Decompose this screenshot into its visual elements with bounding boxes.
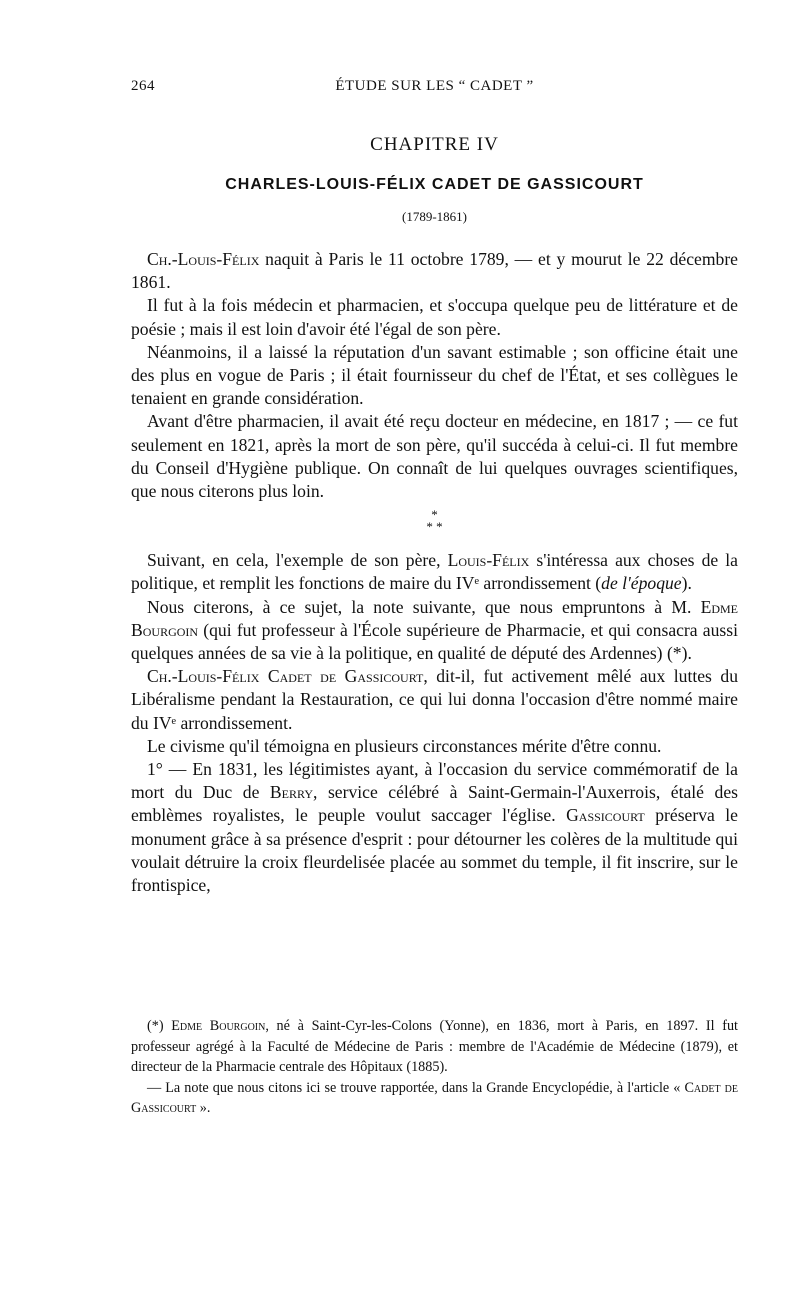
paragraph-text: s'intéressa aux choses de la politique, et remplit les fonctions de maire du IVᵉ arrondissement ( bbox=[131, 550, 738, 594]
footnote-text: — La note que nous citons ici se trouve rapportée, dans la Grande Encyclopédie, à l'article « bbox=[147, 1079, 685, 1096]
footnote-marker: (*) bbox=[147, 1018, 172, 1034]
paragraph-text: naquit à Paris le 11 octobre 1789, — et y mourut le 22 décembre 1861. bbox=[131, 249, 738, 293]
separator-bottom-stars: * * bbox=[426, 519, 443, 535]
separator-top-star: * bbox=[431, 507, 438, 523]
running-header bbox=[131, 78, 738, 100]
paragraph-text: , service célébré à Saint-Germain-l'Auxerrois, étalé des emblèmes royalistes, le peuple voulut saccager l'église. bbox=[131, 782, 738, 826]
footnote-paragraph-1 bbox=[131, 1016, 738, 1078]
person-name: Louis-Félix bbox=[447, 550, 530, 571]
person-name: Gassicourt bbox=[566, 805, 645, 826]
paragraph-text: Suivant, en cela, l'exemple de son père, bbox=[147, 550, 448, 571]
footnote-paragraph-2 bbox=[131, 1078, 738, 1119]
body-text bbox=[131, 248, 738, 897]
chapter-dates: (1789-1861) bbox=[402, 209, 467, 224]
article-name: Cadet de Gassicourt bbox=[131, 1079, 738, 1117]
person-name: Berry bbox=[269, 782, 313, 803]
footnote-text: ». bbox=[196, 1100, 211, 1117]
paragraph-text: Nous citerons, à ce sujet, la note suivante, que nous empruntons à M. bbox=[147, 596, 701, 617]
section-separator bbox=[131, 509, 738, 533]
chapter-subject: CHARLES-LOUIS-FÉLIX CADET DE GASSICOURT bbox=[225, 176, 644, 193]
paragraph-text: préserva le monument grâce à sa présence d'esprit : pour détourner les colères de la multitude qui voulait détruire la croix fleurdelisée placée au sommet du temple, il fit inscrire, sur le frontispice, bbox=[131, 805, 738, 896]
paragraph-4: Avant d'être pharmacien, il avait été reçu docteur en médecine, en 1817 ; — ce fut seulement en 1821, après la mort de son père, qu'il succéda à celui-ci. Il fut membre du Conseil d'Hygiène publique. On connaît de lui quelques ouvrages scientifiques, que nous citerons plus loin. bbox=[131, 411, 738, 502]
paragraph-6 bbox=[131, 596, 738, 666]
italic-text: de l'époque bbox=[601, 573, 682, 594]
paragraph-text: (qui fut professeur à l'École supérieure de Pharmacie, et qui consacra aussi quelques années de sa vie à la politique, en qualité de député des Ardennes) (*). bbox=[131, 619, 738, 664]
paragraph-9 bbox=[131, 758, 738, 897]
person-name: Ch.-Louis-Félix bbox=[147, 249, 260, 269]
paragraph-2: Il fut à la fois médecin et pharmacien, et s'occupa quelque peu de littérature et de poésie ; mais il est loin d'avoir été l'égal de son père. bbox=[131, 295, 738, 339]
paragraph-1 bbox=[131, 248, 738, 294]
page-number: 264 bbox=[131, 78, 155, 94]
chapter-number: CHAPITRE IV bbox=[370, 134, 499, 155]
running-title: ÉTUDE SUR LES “ CADET ” bbox=[335, 78, 534, 94]
paragraph-5 bbox=[131, 549, 738, 595]
paragraph-text: ). bbox=[681, 573, 692, 594]
person-name: Cadet de Gassicourt bbox=[267, 666, 424, 687]
paragraph-3: Néanmoins, il a laissé la réputation d'un savant estimable ; son officine était une des plus en vogue de Paris ; il était fournisseur du chef de l'État, et ses collègues le tenaient en grande considération. bbox=[131, 341, 738, 409]
footnote bbox=[131, 1016, 738, 1119]
paragraph-7 bbox=[131, 665, 738, 735]
paragraph-text: 1° — En 1831, les légitimistes ayant, à l'occasion du service commémoratif de la mort du Duc de bbox=[131, 759, 738, 803]
person-name: Ch.-Louis-Félix bbox=[147, 666, 260, 687]
footnote-text: , né à Saint-Cyr-les-Colons (Yonne), en 1836, mort à Paris, en 1897. Il fut professeur agrégé à la Faculté de Médecine de Paris : membre de l'Académie de Médecine (1879), et directeur de la Pharmacie centrale des Hôpitaux (1885). bbox=[131, 1018, 738, 1076]
paragraph-8: Le civisme qu'il témoigna en plusieurs circonstances mérite d'être connu. bbox=[147, 735, 662, 756]
person-name: Edme Bourgoin bbox=[131, 596, 738, 640]
paragraph-text: , dit-il, fut activement mêlé aux luttes du Libéralisme pendant la Restauration, ce qui lui donna l'occasion d'être nommé maire du IVᵉ arrondissement. bbox=[131, 666, 739, 733]
person-name: Edme Bourgoin bbox=[171, 1018, 266, 1034]
